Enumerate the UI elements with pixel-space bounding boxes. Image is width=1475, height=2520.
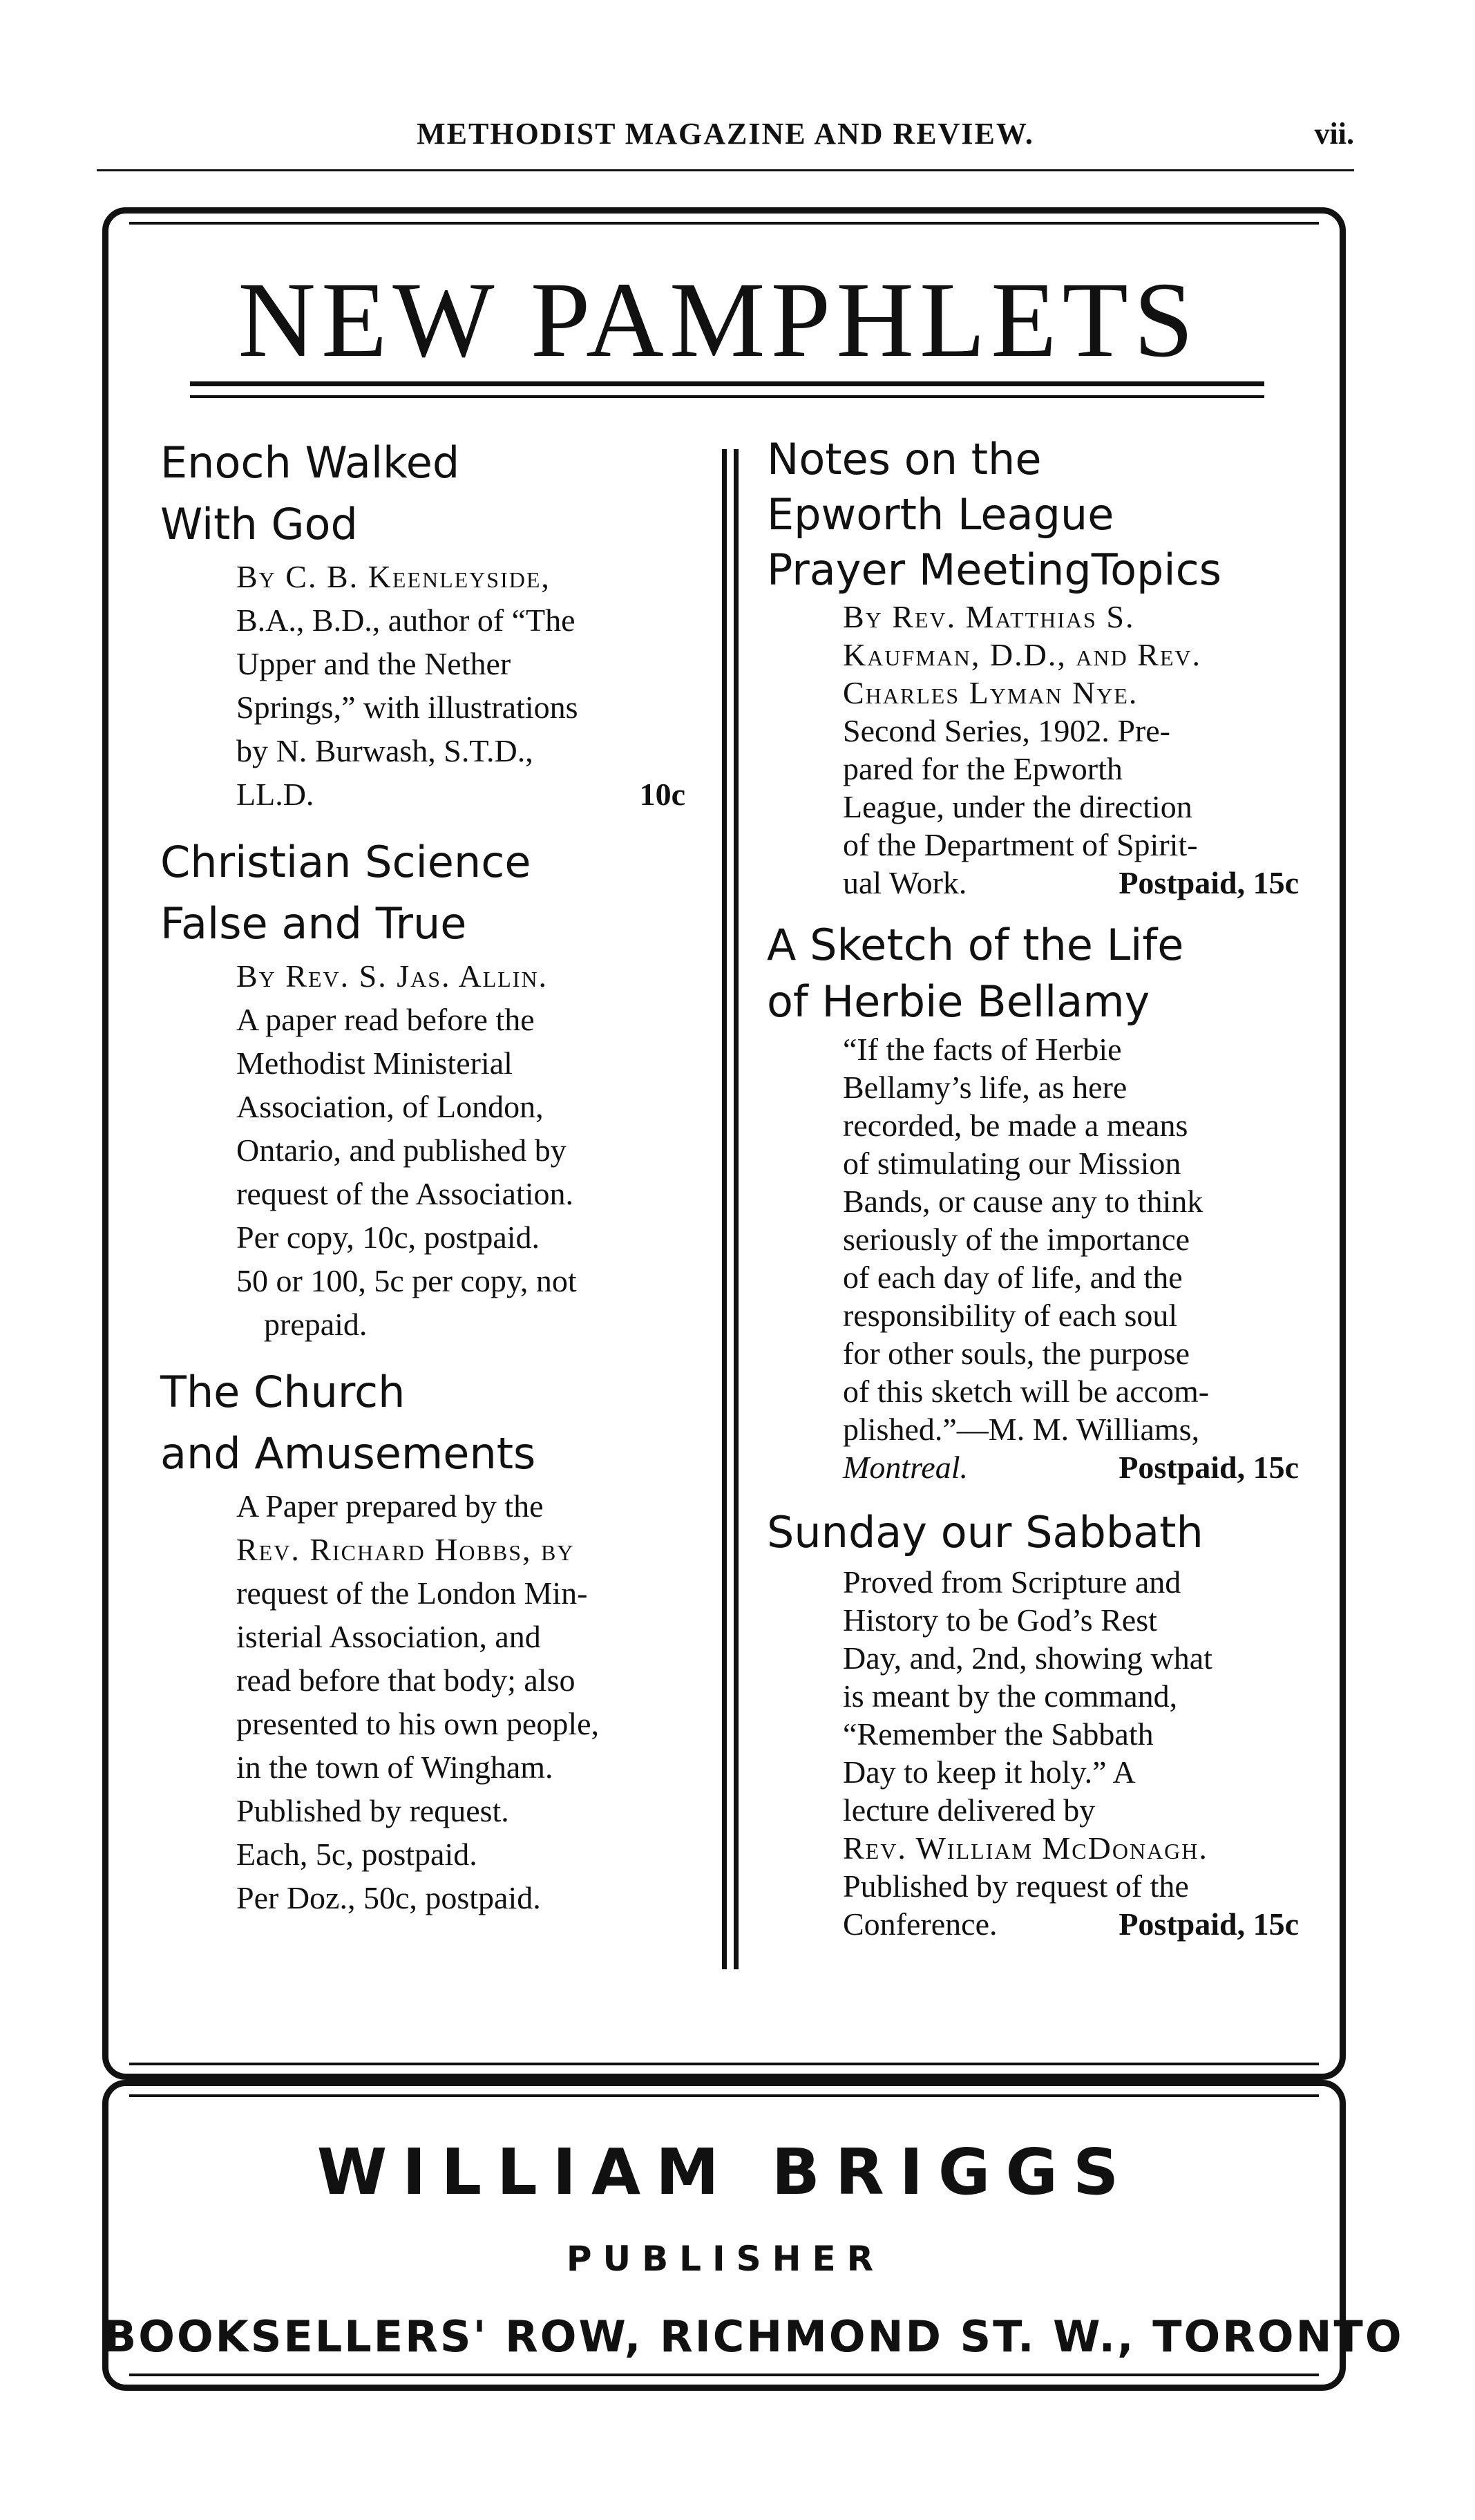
description-line: B.A., B.D., author of “The	[236, 603, 575, 638]
pamphlet-description	[236, 1484, 685, 1920]
description-line: presented to his own people,	[236, 1706, 600, 1741]
quote-line: of each day of life, and the	[843, 1260, 1183, 1295]
author-line: Kaufman, D.D., and Rev.	[843, 637, 1202, 672]
author-line: Charles Lyman Nye.	[843, 675, 1139, 710]
pamphlet-description	[843, 1030, 1299, 1486]
description-line: Ontario, and published by	[236, 1133, 567, 1168]
pamphlet-title: With God	[160, 499, 358, 549]
quote-line: Bands, or cause any to think	[843, 1184, 1203, 1219]
description-line: History to be God’s Rest	[843, 1602, 1157, 1638]
price: 10c	[639, 777, 685, 812]
description-line: Day, and, 2nd, showing what	[843, 1640, 1212, 1676]
right-column	[767, 432, 1299, 1958]
description-line: Upper and the Nether	[236, 646, 511, 681]
quote-line: “If the facts of Herbie	[843, 1032, 1122, 1067]
page-headline: NEW PAMPHLETS	[238, 260, 1199, 379]
box-bottom-rule	[129, 2063, 1319, 2065]
pamphlet-herbie-bellamy	[767, 917, 1299, 1486]
price-line: 50 or 100, 5c per copy, not	[236, 1263, 577, 1298]
pamphlet-title: False and True	[160, 898, 467, 949]
pamphlet-enoch	[160, 432, 685, 816]
pamphlet-title: Prayer MeetingTopics	[767, 544, 1222, 595]
description-text: Conference.	[843, 1906, 998, 1942]
price: Postpaid, 15c	[1119, 1450, 1299, 1485]
quote-line: of this sketch will be accom-	[843, 1374, 1210, 1409]
description-line: Springs,” with illustrations	[236, 690, 578, 725]
pamphlet-description	[236, 555, 685, 816]
left-column	[160, 432, 685, 1935]
pamphlet-church-amusements	[160, 1361, 685, 1920]
price: Postpaid, 15c	[1119, 1906, 1299, 1942]
column-divider-right	[734, 449, 739, 1969]
description-text: ual Work.	[843, 865, 967, 900]
publisher-box-top-rule	[129, 2094, 1319, 2097]
quote-line: recorded, be made a means	[843, 1108, 1188, 1143]
running-head-rule	[97, 169, 1354, 171]
quote-line	[843, 1448, 1299, 1486]
quote-line: responsibility of each soul	[843, 1298, 1178, 1333]
quote-line: for other souls, the purpose	[843, 1336, 1190, 1371]
pamphlet-title: Christian Science	[160, 837, 531, 887]
description-line: Proved from Scripture and	[843, 1564, 1181, 1600]
pamphlet-description	[843, 1563, 1299, 1943]
running-head-title: METHODIST MAGAZINE AND REVIEW.	[417, 117, 1034, 151]
pamphlet-sunday-sabbath	[767, 1501, 1299, 1943]
author-line: Rev. Richard Hobbs, by	[236, 1532, 575, 1567]
price: Postpaid, 15c	[1119, 865, 1299, 900]
description-line: by N. Burwash, S.T.D.,	[236, 733, 533, 768]
description-line: A paper read before the	[236, 1002, 535, 1037]
headline-rule-thin	[190, 395, 1264, 398]
description-line: Day to keep it holy.” A	[843, 1754, 1136, 1790]
box-top-rule	[129, 222, 1319, 225]
pamphlet-title: The Church	[160, 1367, 406, 1417]
author-line: Rev. William McDonagh.	[843, 1830, 1208, 1866]
publisher-name: WILLIAM BRIGGS	[316, 2135, 1134, 2209]
description-line: read before that body; also	[236, 1662, 575, 1698]
publisher-box-bottom-rule	[129, 2374, 1319, 2376]
description-line: Published by request.	[236, 1793, 509, 1828]
price-line: prepaid.	[264, 1307, 368, 1342]
pamphlet-description	[236, 954, 685, 1346]
description-line: is meant by the command,	[843, 1678, 1178, 1714]
author-line: By C. B. Keenleyside,	[236, 559, 551, 594]
pamphlet-title: A Sketch of the Life	[767, 920, 1184, 970]
pamphlet-title: and Amusements	[160, 1428, 536, 1479]
description-line: “Remember the Sabbath	[843, 1716, 1154, 1752]
description-line: request of the Association.	[236, 1176, 574, 1211]
description-line: A Paper prepared by the	[236, 1488, 544, 1524]
publisher-role: PUBLISHER	[566, 2239, 885, 2279]
description-line: pared for the Epworth	[843, 751, 1123, 786]
headline-rule-thick	[190, 381, 1264, 386]
description-line: League, under the direction	[843, 789, 1192, 824]
pamphlet-title: Notes on the	[767, 434, 1042, 484]
description-line: Association, of London,	[236, 1089, 544, 1124]
price-line: Per Doz., 50c, postpaid.	[236, 1880, 541, 1915]
description-line: in the town of Wingham.	[236, 1750, 553, 1785]
description-line	[236, 773, 685, 816]
description-line	[843, 1905, 1299, 1943]
column-divider-left	[722, 449, 727, 1969]
author-line: By Rev. S. Jas. Allin.	[236, 958, 549, 994]
description-line: request of the London Min-	[236, 1575, 588, 1611]
running-head	[97, 116, 1354, 164]
pamphlet-description	[843, 598, 1299, 902]
description-line	[843, 864, 1299, 902]
description-text: LL.D.	[236, 777, 314, 812]
price-line: Each, 5c, postpaid.	[236, 1837, 477, 1872]
description-line: of the Department of Spirit-	[843, 827, 1198, 862]
pamphlet-christian-science	[160, 831, 685, 1346]
author-line: By Rev. Matthias S.	[843, 599, 1135, 634]
description-line: lecture delivered by	[843, 1792, 1096, 1828]
pamphlet-title: Sunday our Sabbath	[767, 1507, 1203, 1557]
publisher-address: BOOKSELLERS' ROW, RICHMOND ST. W., TORONTO	[104, 2311, 1404, 2362]
pamphlet-title: of Herbie Bellamy	[767, 976, 1150, 1027]
pamphlet-title: Enoch Walked	[160, 437, 460, 488]
pamphlet-epworth-notes	[767, 432, 1299, 902]
description-line: Methodist Ministerial	[236, 1045, 513, 1081]
quote-attribution: Montreal.	[843, 1450, 968, 1485]
quote-line: plished.”—M. M. Williams,	[843, 1412, 1200, 1447]
description-line: isterial Association, and	[236, 1619, 541, 1654]
description-line: Second Series, 1902. Pre-	[843, 713, 1170, 748]
description-line: Published by request of the	[843, 1868, 1189, 1904]
quote-line: seriously of the importance	[843, 1222, 1190, 1257]
pamphlet-title: Epworth League	[767, 489, 1114, 540]
quote-line: Bellamy’s life, as here	[843, 1070, 1127, 1105]
price-line: Per copy, 10c, postpaid.	[236, 1220, 540, 1255]
page-number: vii.	[1314, 117, 1354, 151]
quote-line: of stimulating our Mission	[843, 1146, 1181, 1181]
